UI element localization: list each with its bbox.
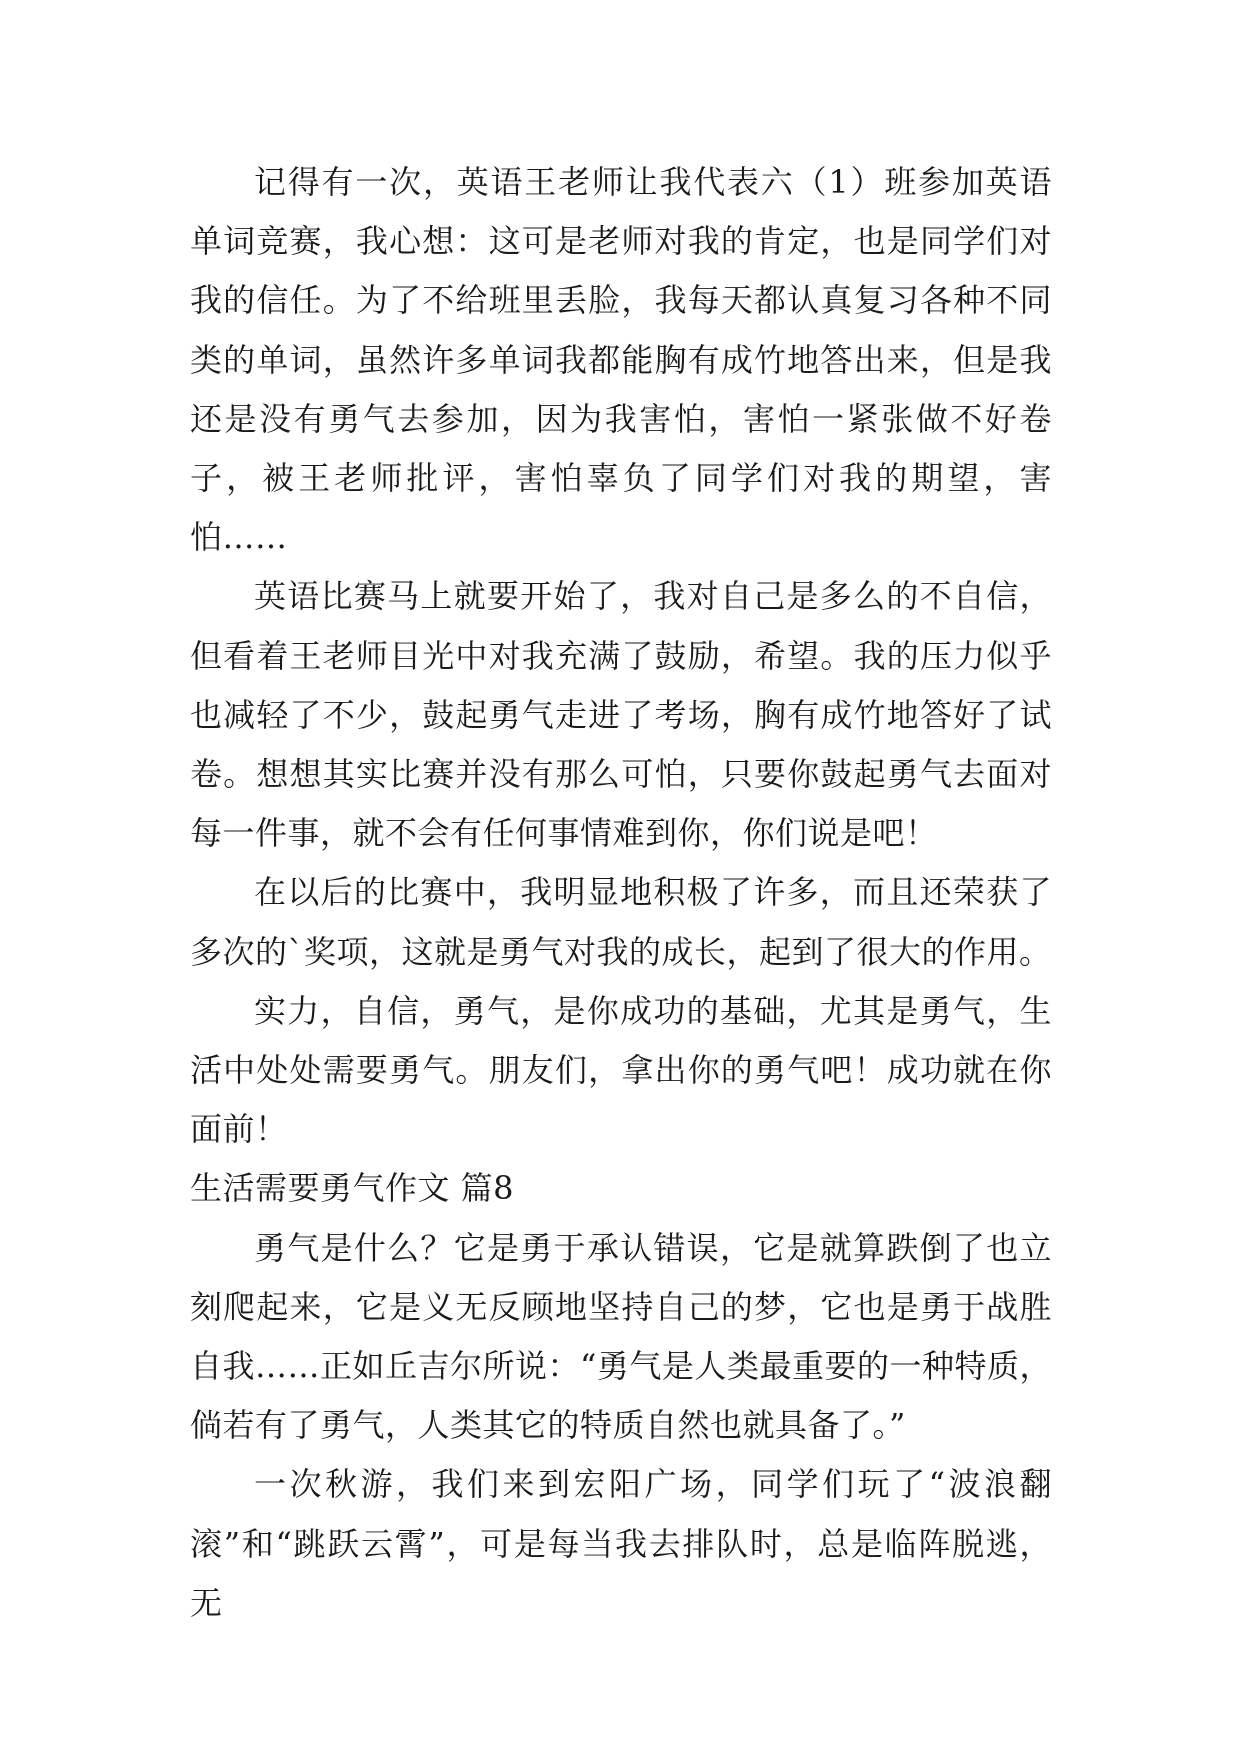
- paragraph: 一次秋游，我们来到宏阳广场，同学们玩了“波浪翻滚”和“跳跃云霄”，可是每当我去排队时，总是临阵脱逃，无: [190, 1465, 1052, 1622]
- paragraph: 记得有一次，英语王老师让我代表六（1）班参加英语单词竞赛，我心想：这可是老师对我的肯定，也是同学们对我的信任。为了不给班里丢脸，我每天都认真复习各种不同类的单词，虽然许多单词我都能胸有成竹地答出来，但是我还是没有勇气去参加，因为我害怕，害怕一紧张做不好卷子，被王老师批评，害怕辜负了同学们对我的期望，害怕……: [190, 163, 1052, 557]
- paragraph: 英语比赛马上就要开始了，我对自己是多么的不自信，但看着王老师目光中对我充满了鼓励，希望。我的压力似乎也减轻了不少，鼓起勇气走进了考场，胸有成竹地答好了试卷。想想其实比赛并没有那么可怕，只要你鼓起勇气去面对每一件事，就不会有任何事情难到你，你们说是吧！: [190, 577, 1052, 853]
- paragraph: 在以后的比赛中，我明显地积极了许多，而且还荣获了多次的`奖项，这就是勇气对我的成长，起到了很大的作用。: [190, 873, 1052, 971]
- section-title: 生活需要勇气作文 篇8: [190, 1169, 515, 1208]
- paragraph: 勇气是什么？它是勇于承认错误，它是就算跌倒了也立刻爬起来，它是义无反顾地坚持自己的梦，它也是勇于战胜自我……正如丘吉尔所说：“勇气是人类最重要的一种特质，倘若有了勇气，人类其它的特质自然也就具备了。”: [190, 1228, 1052, 1445]
- document-body: [190, 153, 1052, 1633]
- paragraph: 实力，自信，勇气，是你成功的基础，尤其是勇气，生活中处处需要勇气。朋友们，拿出你的勇气吧！成功就在你面前！: [190, 991, 1052, 1149]
